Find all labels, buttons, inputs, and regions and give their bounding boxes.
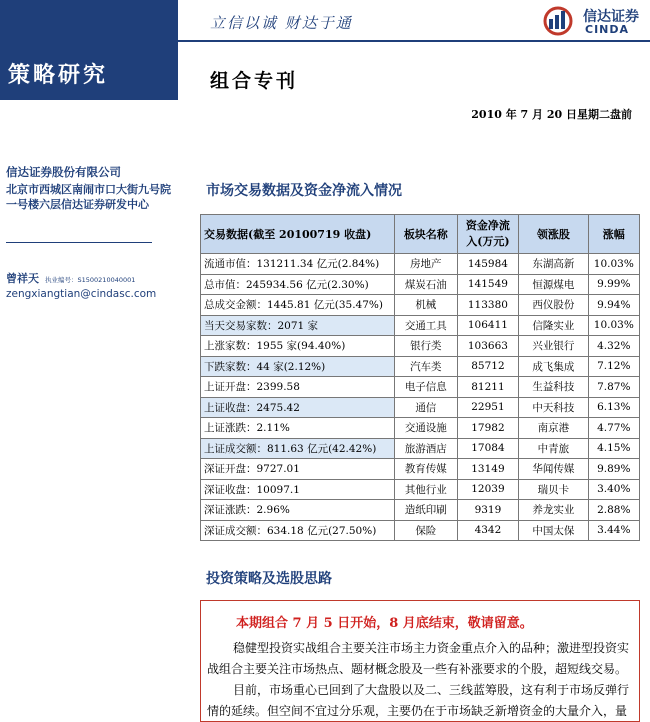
cell-net-inflow: 17982 <box>457 418 519 439</box>
analyst-email[interactable]: zengxiangtian@cindasc.com <box>6 288 157 300</box>
cell-net-inflow: 12039 <box>457 479 519 500</box>
table-row <box>201 315 640 336</box>
cell-trade-data: 总市值：245934.56 亿元(2.30%) <box>201 274 395 295</box>
table-row <box>201 295 640 316</box>
col-change: 涨幅 <box>588 215 639 254</box>
cell-trade-data: 上证开盘：2399.58 <box>201 377 395 398</box>
logo-cn: 信达证券 <box>583 9 639 25</box>
strategy-headline: 本期组合 7 月 5 日开始，8 月底结束，敬请留意。 <box>236 616 533 631</box>
cell-trade-data: 深证成交额：634.18 亿元(27.50%) <box>201 520 395 541</box>
cell-change: 9.99% <box>588 274 639 295</box>
cell-change: 7.87% <box>588 377 639 398</box>
cell-trade-data: 当天交易家数：2071 家 <box>201 315 395 336</box>
cell-leader: 成飞集成 <box>519 356 588 377</box>
cell-leader: 生益科技 <box>519 377 588 398</box>
cell-sector: 旅游酒店 <box>395 438 458 459</box>
table-row <box>201 377 640 398</box>
cell-trade-data: 深证开盘：9727.01 <box>201 459 395 480</box>
cell-net-inflow: 106411 <box>457 315 519 336</box>
cell-net-inflow: 4342 <box>457 520 519 541</box>
table-row <box>201 479 640 500</box>
strategy-paragraph-1: 稳健型投资实战组合主要关注市场主力资金重点介入的品种；激进型投资实战组合主要关注市场热点、题材概念股及一些有补涨要求的个股，超短线交易。 <box>207 641 630 676</box>
cell-net-inflow: 9319 <box>457 500 519 521</box>
col-sector: 板块名称 <box>395 215 458 254</box>
cell-change: 10.03% <box>588 315 639 336</box>
market-data-table <box>200 214 640 541</box>
table-row <box>201 274 640 295</box>
strategy-paragraph-2: 目前，市场重心已回到了大盘股以及二、三线蓝筹股，这有利于市场反弹行情的延续。但空间不宜过分乐观，主要仍在于市场缺乏新增资金的大量介入，量 <box>207 683 630 718</box>
cell-leader: 中天科技 <box>519 397 588 418</box>
report-date: 2010 年 7 月 20 日星期二盘前 <box>471 108 632 121</box>
org-name: 信达证券股份有限公司 <box>6 165 121 179</box>
analyst-cert: 执业编号：S1500210040001 <box>45 276 136 284</box>
cell-trade-data: 上证成交额：811.63 亿元(42.42%) <box>201 438 395 459</box>
cell-net-inflow: 141549 <box>457 274 519 295</box>
cell-change: 4.77% <box>588 418 639 439</box>
org-address: 北京市西城区南闹市口大街九号院一号楼六层信达证券研发中心 <box>6 183 171 211</box>
col-net-inflow: 资金净流入(万元) <box>457 215 519 254</box>
cell-net-inflow: 85712 <box>457 356 519 377</box>
table-row <box>201 336 640 357</box>
col-leader: 领涨股 <box>519 215 588 254</box>
cell-change: 3.44% <box>588 520 639 541</box>
cell-net-inflow: 113380 <box>457 295 519 316</box>
analyst <box>6 270 135 286</box>
cell-change: 3.40% <box>588 479 639 500</box>
table-row <box>201 500 640 521</box>
analyst-name: 曾祥天 <box>6 272 39 285</box>
cell-sector: 造纸印刷 <box>395 500 458 521</box>
cell-change: 10.03% <box>588 254 639 275</box>
cell-change: 2.88% <box>588 500 639 521</box>
cell-sector: 保险 <box>395 520 458 541</box>
sidebar-divider <box>6 242 152 243</box>
cell-trade-data: 深证收盘：10097.1 <box>201 479 395 500</box>
cell-leader: 中国太保 <box>519 520 588 541</box>
col-trade-data: 交易数据(截至 20100719 收盘) <box>201 215 395 254</box>
cell-trade-data: 下跌家数：44 家(2.12%) <box>201 356 395 377</box>
cell-change: 4.15% <box>588 438 639 459</box>
cell-net-inflow: 103663 <box>457 336 519 357</box>
slogan: 立信以诚 财达于通 <box>210 14 353 32</box>
cell-change: 4.32% <box>588 336 639 357</box>
cell-leader: 恒源煤电 <box>519 274 588 295</box>
cell-net-inflow: 22951 <box>457 397 519 418</box>
page-title: 组合专刊 <box>210 70 299 92</box>
cell-leader: 南京港 <box>519 418 588 439</box>
cell-sector: 汽车类 <box>395 356 458 377</box>
cell-leader: 瑞贝卡 <box>519 479 588 500</box>
cell-leader: 养龙实业 <box>519 500 588 521</box>
table-row <box>201 418 640 439</box>
cell-sector: 其他行业 <box>395 479 458 500</box>
table-row <box>201 438 640 459</box>
table-header-row <box>201 215 640 254</box>
cell-change: 9.89% <box>588 459 639 480</box>
cell-change: 6.13% <box>588 397 639 418</box>
cinda-logo-icon <box>540 6 576 36</box>
table-row <box>201 520 640 541</box>
cell-leader: 东湖高新 <box>519 254 588 275</box>
table-row <box>201 356 640 377</box>
cell-sector: 交通设施 <box>395 418 458 439</box>
cell-sector: 通信 <box>395 397 458 418</box>
table-row <box>201 397 640 418</box>
cell-change: 9.94% <box>588 295 639 316</box>
cell-sector: 教育传媒 <box>395 459 458 480</box>
cell-sector: 机械 <box>395 295 458 316</box>
sidebar-title: 策略研究 <box>8 62 109 88</box>
cell-net-inflow: 17084 <box>457 438 519 459</box>
cell-sector: 银行类 <box>395 336 458 357</box>
cinda-logo <box>540 4 645 40</box>
cell-leader: 信隆实业 <box>519 315 588 336</box>
cell-trade-data: 上涨家数：1955 家(94.40%) <box>201 336 395 357</box>
section-strategy-title: 投资策略及选股思路 <box>206 571 332 587</box>
cell-sector: 房地产 <box>395 254 458 275</box>
cell-trade-data: 上证收盘：2475.42 <box>201 397 395 418</box>
cell-leader: 中青旅 <box>519 438 588 459</box>
section-market-data-title: 市场交易数据及资金净流入情况 <box>206 183 402 199</box>
table-row <box>201 459 640 480</box>
cell-trade-data: 总成交金额：1445.81 亿元(35.47%) <box>201 295 395 316</box>
cell-trade-data: 上证涨跌：2.11% <box>201 418 395 439</box>
cell-leader: 华闻传媒 <box>519 459 588 480</box>
table-row <box>201 254 640 275</box>
cell-sector: 煤炭石油 <box>395 274 458 295</box>
sidebar <box>0 0 178 714</box>
cell-leader: 西仪股份 <box>519 295 588 316</box>
cell-net-inflow: 145984 <box>457 254 519 275</box>
cell-sector: 交通工具 <box>395 315 458 336</box>
cell-sector: 电子信息 <box>395 377 458 398</box>
cell-net-inflow: 13149 <box>457 459 519 480</box>
logo-en: CINDA <box>585 23 630 36</box>
cell-trade-data: 流通市值：131211.34 亿元(2.84%) <box>201 254 395 275</box>
cell-leader: 兴业银行 <box>519 336 588 357</box>
cell-net-inflow: 81211 <box>457 377 519 398</box>
header-rule <box>178 40 650 42</box>
cell-trade-data: 深证涨跌：2.96% <box>201 500 395 521</box>
cell-change: 7.12% <box>588 356 639 377</box>
